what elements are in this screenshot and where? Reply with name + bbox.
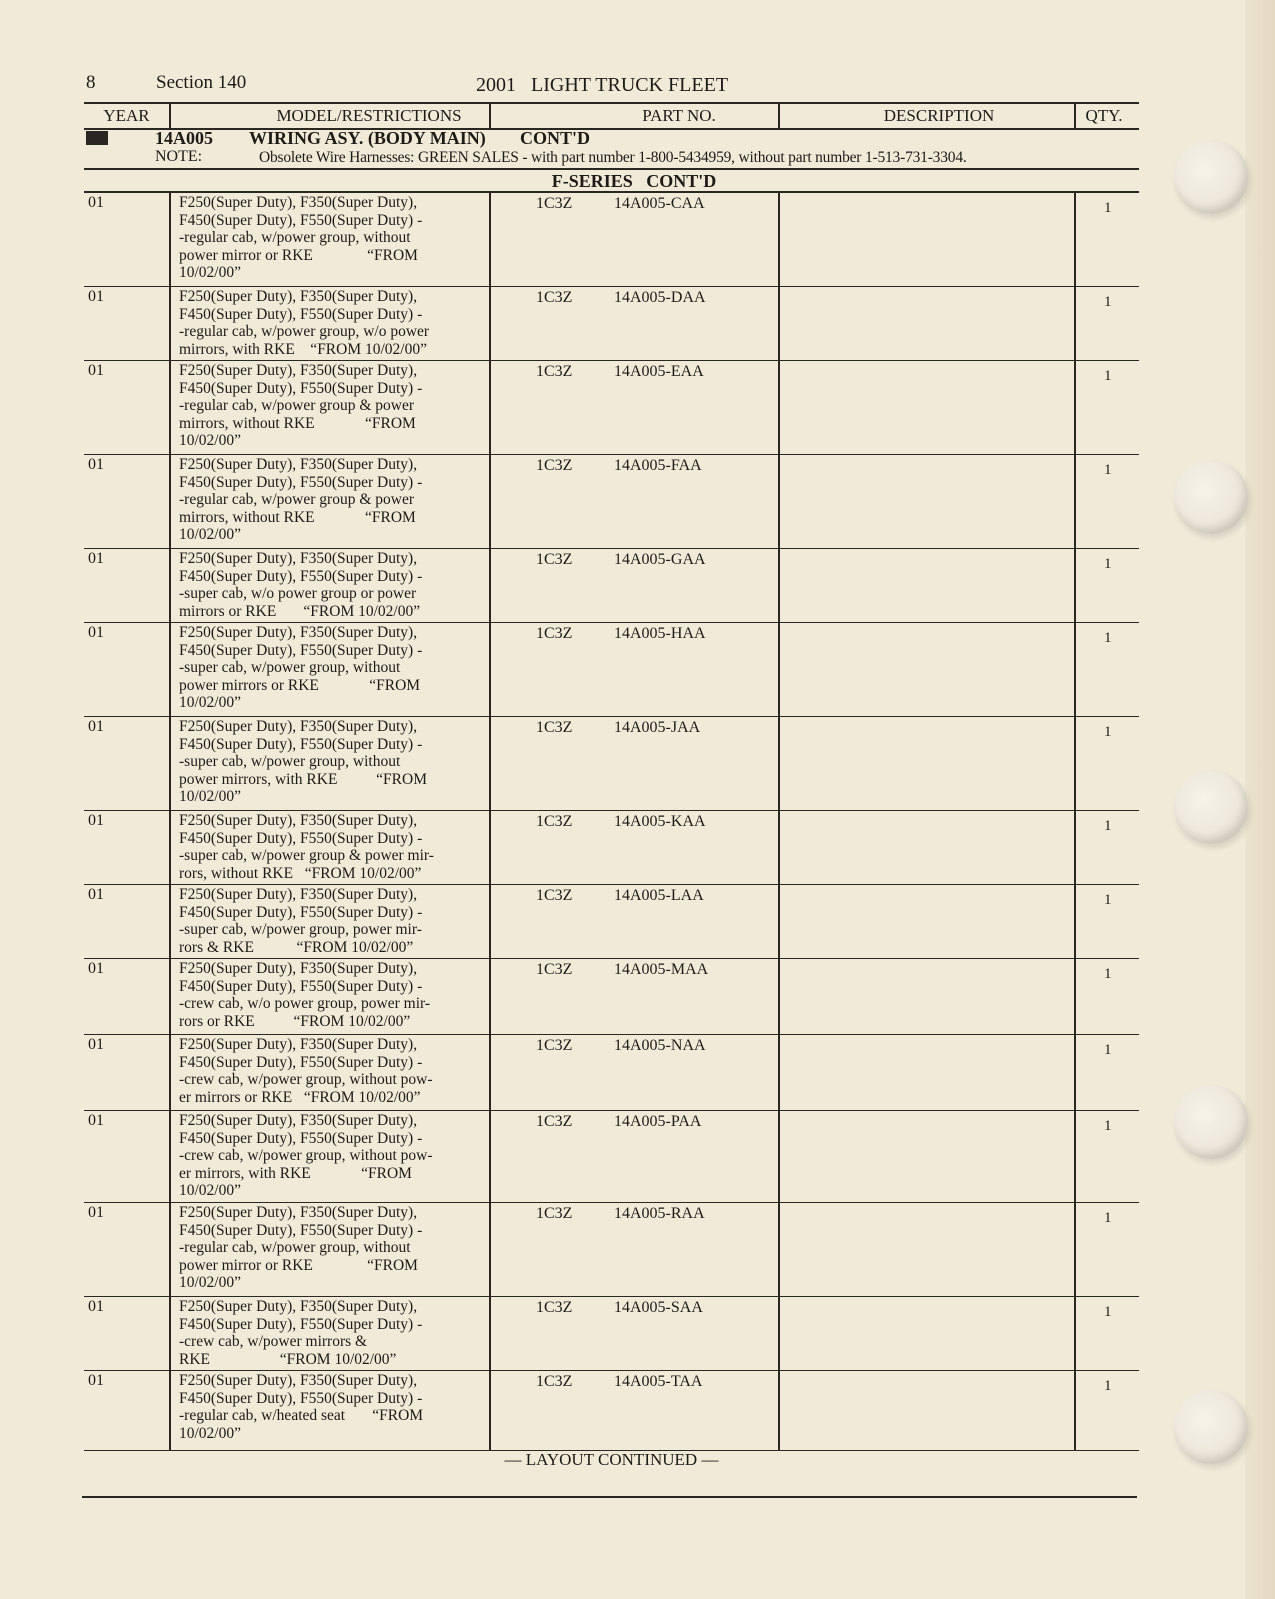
model-line: F450(Super Duty), F550(Super Duty) - (179, 1389, 423, 1407)
model-cell (179, 960, 475, 1030)
model-line: -regular cab, w/power group, without (179, 1239, 411, 1256)
qty-cell: 1 (1104, 630, 1112, 646)
model-line: F250(Super Duty), F350(Super Duty), (179, 960, 418, 977)
page-header (86, 72, 1136, 98)
model-line: power mirror or RKE “FROM (179, 1256, 418, 1274)
model-line: F450(Super Duty), F550(Super Duty) - (179, 1315, 423, 1333)
section-label: Section 140 (156, 72, 247, 93)
year-cell: 01 (88, 1298, 104, 1315)
col-part: PART NO. (642, 106, 716, 125)
model-line: 10/02/00” (179, 1424, 241, 1442)
part-prefix-cell: 1C3Z (536, 289, 573, 306)
qty-cell: 1 (1104, 892, 1112, 908)
model-line: mirrors, with RKE “FROM 10/02/00” (179, 340, 427, 358)
table-row (84, 1202, 1139, 1297)
part-number-cell: 14A005-GAA (614, 551, 706, 568)
model-line: 10/02/00” (179, 1182, 241, 1199)
model-line: -regular cab, w/power group & power (179, 491, 414, 508)
year-cell: 01 (88, 886, 104, 903)
model-line: -regular cab, w/power group & power (179, 397, 414, 414)
year-cell: 01 (88, 1372, 104, 1389)
part-prefix-cell: 1C3Z (536, 813, 573, 830)
qty-cell: 1 (1104, 1042, 1112, 1058)
model-line: 10/02/00” (179, 264, 241, 281)
part-prefix-cell: 1C3Z (536, 1037, 573, 1054)
model-line: F250(Super Duty), F350(Super Duty), (179, 194, 418, 211)
model-line: F450(Super Duty), F550(Super Duty) - (179, 735, 423, 753)
part-prefix-cell: 1C3Z (536, 719, 573, 736)
model-line: F250(Super Duty), F350(Super Duty), (179, 288, 418, 305)
model-line: 10/02/00” (179, 694, 241, 711)
table-row (84, 286, 1139, 361)
model-line: rors or RKE “FROM 10/02/00” (179, 1012, 411, 1030)
model-line: mirrors, without RKE “FROM (179, 508, 416, 526)
model-line: -regular cab, w/power group, without (179, 229, 411, 246)
table-row (84, 622, 1139, 717)
model-line: mirrors or RKE “FROM 10/02/00” (179, 602, 421, 620)
page-title: 2001 LIGHT TRUCK FLEET (476, 74, 729, 96)
binder-hole (1174, 770, 1248, 844)
model-line: -super cab, w/o power group or power (179, 585, 417, 602)
section-code: 14A005 (155, 128, 213, 148)
model-line: F450(Super Duty), F550(Super Duty) - (179, 473, 423, 491)
binder-hole (1174, 140, 1248, 214)
part-number-cell: 14A005-PAA (614, 1113, 702, 1130)
part-prefix-cell: 1C3Z (536, 625, 573, 642)
qty-cell: 1 (1104, 1210, 1112, 1226)
model-line: F250(Super Duty), F350(Super Duty), (179, 1112, 418, 1129)
layout-continued-footer: — LAYOUT CONTINUED — (504, 1450, 719, 1469)
model-line: F450(Super Duty), F550(Super Duty) - (179, 1129, 423, 1147)
model-line: -super cab, w/power group, without (179, 753, 401, 770)
col-year: YEAR (103, 106, 150, 125)
model-cell (179, 1298, 475, 1368)
part-prefix-cell: 1C3Z (536, 457, 573, 474)
model-line: -crew cab, w/power group, without pow- (179, 1147, 433, 1164)
model-line: F450(Super Duty), F550(Super Duty) - (179, 379, 423, 397)
year-cell: 01 (88, 194, 104, 211)
page-edge (1245, 0, 1275, 1599)
model-line: er mirrors, with RKE “FROM (179, 1164, 412, 1182)
model-line: 10/02/00” (179, 1274, 241, 1291)
table-row (84, 548, 1139, 623)
year-cell: 01 (88, 550, 104, 567)
model-line: -crew cab, w/o power group, power mir- (179, 995, 431, 1012)
model-cell (179, 194, 475, 282)
model-line: F450(Super Duty), F550(Super Duty) - (179, 641, 423, 659)
model-cell (179, 886, 475, 956)
part-prefix-cell: 1C3Z (536, 1113, 573, 1130)
model-cell (179, 718, 475, 806)
part-prefix-cell: 1C3Z (536, 1299, 573, 1316)
model-line: F250(Super Duty), F350(Super Duty), (179, 1372, 418, 1389)
model-cell (179, 550, 475, 620)
model-line: -super cab, w/power group, power mir- (179, 921, 422, 938)
model-line: F250(Super Duty), F350(Super Duty), (179, 550, 418, 567)
col-description: DESCRIPTION (883, 106, 995, 125)
model-line: power mirrors, with RKE “FROM (179, 770, 427, 788)
model-line: F450(Super Duty), F550(Super Duty) - (179, 567, 423, 585)
part-prefix-cell: 1C3Z (536, 195, 573, 212)
year-cell: 01 (88, 624, 104, 641)
column-header-row (84, 102, 1139, 130)
model-line: 10/02/00” (179, 432, 241, 449)
section-marker (86, 131, 108, 145)
table-row (84, 958, 1139, 1035)
table-row (84, 716, 1139, 811)
model-line: rors, without RKE “FROM 10/02/00” (179, 864, 422, 882)
year-cell: 01 (88, 1036, 104, 1053)
model-line: -super cab, w/power group, without (179, 659, 401, 676)
model-line: F450(Super Duty), F550(Super Duty) - (179, 211, 423, 229)
part-number-cell: 14A005-SAA (614, 1299, 703, 1316)
qty-cell: 1 (1104, 294, 1112, 310)
table-row (84, 192, 1139, 287)
model-line: mirrors, without RKE “FROM (179, 414, 416, 432)
part-number-cell: 14A005-FAA (614, 457, 702, 474)
model-line: F450(Super Duty), F550(Super Duty) - (179, 903, 423, 921)
model-line: -crew cab, w/power mirrors & (179, 1333, 368, 1350)
model-cell (179, 362, 475, 450)
part-number-cell: 14A005-LAA (614, 887, 704, 904)
model-line: F250(Super Duty), F350(Super Duty), (179, 362, 418, 379)
qty-cell: 1 (1104, 556, 1112, 572)
series-title: F-SERIES CONT'D (551, 171, 717, 191)
model-line: 10/02/00” (179, 788, 241, 805)
part-number-cell: 14A005-RAA (614, 1205, 705, 1222)
model-line: er mirrors or RKE “FROM 10/02/00” (179, 1088, 421, 1106)
qty-cell: 1 (1104, 200, 1112, 216)
binder-hole (1174, 460, 1248, 534)
model-cell (179, 1204, 475, 1292)
year-cell: 01 (88, 362, 104, 379)
table-row (84, 360, 1139, 455)
model-cell (179, 1036, 475, 1106)
model-line: F450(Super Duty), F550(Super Duty) - (179, 305, 423, 323)
model-line: F250(Super Duty), F350(Super Duty), (179, 718, 418, 735)
part-number-cell: 14A005-JAA (614, 719, 701, 736)
col-model: MODEL/RESTRICTIONS (276, 106, 462, 125)
table-row (84, 1110, 1139, 1203)
model-cell (179, 1112, 475, 1200)
part-number-cell: 14A005-HAA (614, 625, 706, 642)
table-row (84, 454, 1139, 549)
year-cell: 01 (88, 456, 104, 473)
model-line: F250(Super Duty), F350(Super Duty), (179, 1204, 418, 1221)
binder-hole (1174, 1085, 1248, 1159)
model-line: F250(Super Duty), F350(Super Duty), (179, 886, 418, 903)
table-row (84, 884, 1139, 959)
model-cell (179, 288, 475, 358)
qty-cell: 1 (1104, 1118, 1112, 1134)
qty-cell: 1 (1104, 724, 1112, 740)
model-line: F450(Super Duty), F550(Super Duty) - (179, 1221, 423, 1239)
year-cell: 01 (88, 960, 104, 977)
model-cell (179, 624, 475, 712)
divider (84, 168, 1139, 170)
model-line: F450(Super Duty), F550(Super Duty) - (179, 977, 423, 995)
section-name: WIRING ASY. (BODY MAIN) (249, 128, 486, 148)
year-cell: 01 (88, 718, 104, 735)
page-number: 8 (86, 72, 96, 93)
part-prefix-cell: 1C3Z (536, 363, 573, 380)
part-number-cell: 14A005-MAA (614, 961, 709, 978)
binder-hole (1174, 1390, 1248, 1464)
model-line: F250(Super Duty), F350(Super Duty), (179, 456, 418, 473)
model-line: F250(Super Duty), F350(Super Duty), (179, 1298, 418, 1315)
model-line: -crew cab, w/power group, without pow- (179, 1071, 433, 1088)
qty-cell: 1 (1104, 818, 1112, 834)
part-prefix-cell: 1C3Z (536, 1373, 573, 1390)
model-line: -super cab, w/power group & power mir- (179, 847, 434, 864)
note-text: Obsolete Wire Harnesses: GREEN SALES - with part number 1-800-5434959, without part number 1-513-731-3304. (259, 149, 967, 166)
model-line: F250(Super Duty), F350(Super Duty), (179, 812, 418, 829)
part-prefix-cell: 1C3Z (536, 1205, 573, 1222)
part-number-cell: 14A005-DAA (614, 289, 706, 306)
part-number-cell: 14A005-CAA (614, 195, 705, 212)
col-qty: QTY. (1085, 106, 1123, 125)
note-label: NOTE: (155, 148, 203, 165)
model-line: rors & RKE “FROM 10/02/00” (179, 938, 414, 956)
part-prefix-cell: 1C3Z (536, 961, 573, 978)
model-line: power mirrors or RKE “FROM (179, 676, 421, 694)
model-line: 10/02/00” (179, 526, 241, 543)
part-number-cell: 14A005-TAA (614, 1373, 703, 1390)
part-prefix-cell: 1C3Z (536, 551, 573, 568)
model-line: F450(Super Duty), F550(Super Duty) - (179, 829, 423, 847)
part-prefix-cell: 1C3Z (536, 887, 573, 904)
table-row (84, 810, 1139, 885)
qty-cell: 1 (1104, 966, 1112, 982)
model-line: F250(Super Duty), F350(Super Duty), (179, 624, 418, 641)
divider (82, 1496, 1137, 1498)
model-line: F450(Super Duty), F550(Super Duty) - (179, 1053, 423, 1071)
qty-cell: 1 (1104, 368, 1112, 384)
year-cell: 01 (88, 288, 104, 305)
model-line: RKE “FROM 10/02/00” (179, 1350, 397, 1368)
year-cell: 01 (88, 1204, 104, 1221)
qty-cell: 1 (1104, 462, 1112, 478)
model-cell (179, 1372, 475, 1442)
qty-cell: 1 (1104, 1304, 1112, 1320)
table-row (84, 1296, 1139, 1371)
model-line: F250(Super Duty), F350(Super Duty), (179, 1036, 418, 1053)
part-number-cell: 14A005-NAA (614, 1037, 706, 1054)
model-line: -regular cab, w/power group, w/o power (179, 323, 430, 340)
section-continued: CONT'D (520, 128, 591, 148)
model-line: -regular cab, w/heated seat “FROM (179, 1407, 424, 1424)
table-row (84, 1034, 1139, 1111)
model-cell (179, 456, 475, 544)
model-line: power mirror or RKE “FROM (179, 246, 418, 264)
year-cell: 01 (88, 812, 104, 829)
qty-cell: 1 (1104, 1378, 1112, 1394)
model-cell (179, 812, 475, 882)
part-number-cell: 14A005-KAA (614, 813, 706, 830)
table-row (84, 1370, 1139, 1451)
year-cell: 01 (88, 1112, 104, 1129)
part-number-cell: 14A005-EAA (614, 363, 704, 380)
